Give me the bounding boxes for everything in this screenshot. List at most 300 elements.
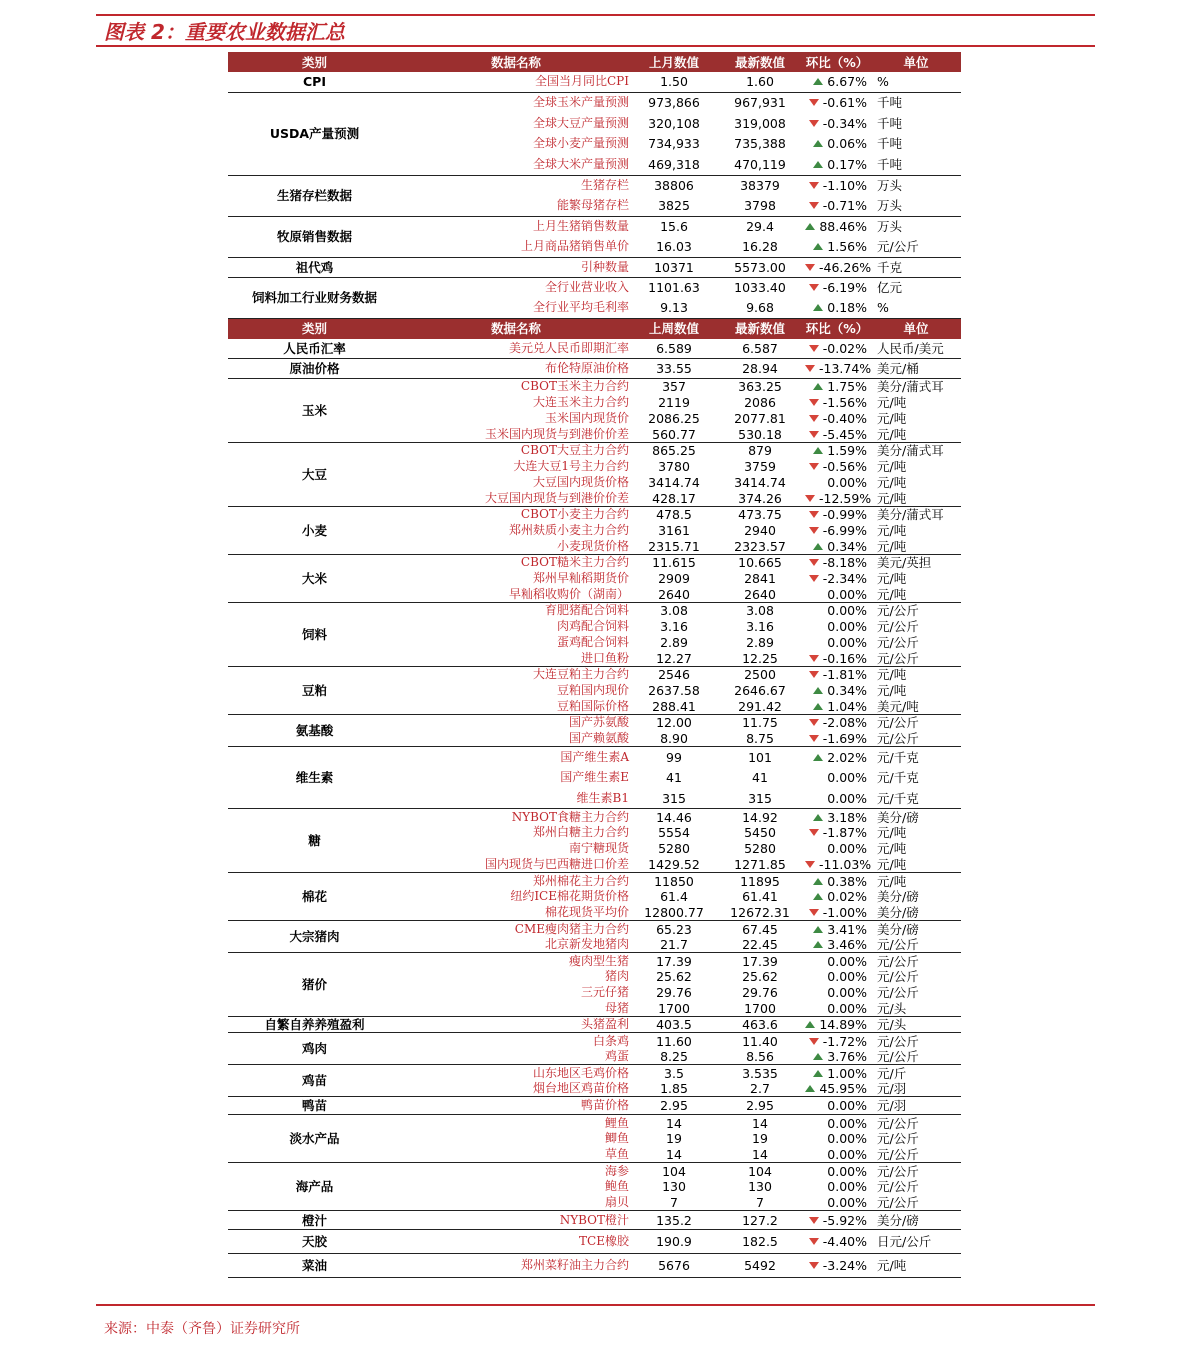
data-name-cell: 豆粕国际价格 <box>556 698 629 713</box>
data-name-cell: 全行业营业收入 <box>544 280 629 294</box>
data-name-cell: 肉鸡配合饲料 <box>556 619 629 633</box>
change-cell <box>803 857 871 873</box>
unit-cell: 美分/磅 <box>877 889 919 905</box>
category-group <box>228 1254 961 1278</box>
category-group <box>228 1230 961 1254</box>
prev-value: 10371 <box>654 259 694 275</box>
unit-cell: 元/吨 <box>877 395 907 410</box>
category-group <box>228 555 961 603</box>
category-label: 鸡肉 <box>301 1041 327 1057</box>
column-header: 类别 <box>228 52 401 72</box>
down-triangle-icon <box>809 829 819 836</box>
data-name-cell: 引种数量 <box>580 259 629 274</box>
category-label: 鸭苗 <box>301 1098 327 1114</box>
latest-value: 9.68 <box>746 300 774 315</box>
down-triangle-icon <box>805 861 815 868</box>
change-cell <box>803 1001 871 1017</box>
latest-value: 5450 <box>744 825 776 841</box>
latest-value: 2.95 <box>746 1098 774 1114</box>
change-value: -0.40% <box>822 411 867 426</box>
change-value: 6.67% <box>827 74 867 90</box>
data-name-cell: 鸡蛋 <box>604 1049 629 1063</box>
data-name-cell: 海参 <box>604 1163 629 1178</box>
up-triangle-icon <box>813 814 823 821</box>
prev-value: 560.77 <box>652 426 696 442</box>
change-cell <box>803 767 871 788</box>
unit-cell: 千克 <box>877 259 903 275</box>
data-name-cell: 郑州菜籽油主力合约 <box>520 1258 629 1273</box>
change-cell <box>803 667 871 683</box>
prev-value: 130 <box>662 1179 686 1195</box>
table-row <box>228 1017 961 1033</box>
change-value: -2.08% <box>822 715 867 731</box>
prev-value: 1.85 <box>660 1081 688 1096</box>
data-name-cell: 头猪盈利 <box>580 1017 629 1032</box>
data-name-cell: 全球大豆产量预测 <box>532 115 629 130</box>
change-value: -1.72% <box>822 1033 867 1049</box>
data-name-cell: 北京新发地猪肉 <box>544 937 629 951</box>
change-value: 1.59% <box>827 443 867 459</box>
column-header: 单位 <box>871 318 961 339</box>
category-label: 玉米 <box>301 403 327 418</box>
change-value: 1.00% <box>827 1065 867 1081</box>
unit-cell: 元/公斤 <box>877 953 919 969</box>
unit-cell: 万头 <box>877 219 903 234</box>
unit-cell: 元/吨 <box>877 571 907 586</box>
change-cell <box>803 1254 871 1278</box>
up-triangle-icon <box>813 161 823 168</box>
prev-value: 5554 <box>658 825 690 841</box>
prev-value: 1101.63 <box>648 280 700 295</box>
category-label: 糖 <box>308 833 321 849</box>
down-triangle-icon <box>809 655 819 662</box>
up-triangle-icon <box>813 754 823 761</box>
category-group <box>228 359 961 379</box>
change-value: 1.56% <box>827 239 867 254</box>
prev-value: 8.25 <box>660 1049 688 1064</box>
data-name-cell: 郑州棉花主力合约 <box>532 873 629 888</box>
up-triangle-icon <box>805 223 815 230</box>
category-group <box>228 1017 961 1033</box>
change-cell <box>803 873 871 889</box>
table-row <box>228 873 961 889</box>
up-triangle-icon <box>813 543 823 550</box>
data-name-cell: CME瘦肉猪主力合约 <box>514 921 629 936</box>
down-triangle-icon <box>809 399 819 406</box>
change-value: 0.00% <box>827 1115 867 1131</box>
latest-value: 3759 <box>744 459 776 474</box>
data-name-cell: 烟台地区鸡苗价格 <box>532 1081 629 1095</box>
change-cell <box>803 339 871 359</box>
change-value: 0.00% <box>827 790 867 806</box>
data-name-cell: 大连玉米主力合约 <box>532 395 629 409</box>
prev-value: 357 <box>662 379 686 395</box>
change-cell <box>803 953 871 969</box>
category-label: 自繁自养养殖盈利 <box>264 1017 365 1033</box>
up-triangle-icon <box>813 383 823 390</box>
change-value: 1.75% <box>827 379 867 395</box>
latest-value: 463.6 <box>742 1017 778 1033</box>
table-row <box>228 715 961 731</box>
unit-cell: 千吨 <box>877 115 903 131</box>
table-row <box>228 175 961 196</box>
up-triangle-icon <box>813 304 823 311</box>
change-value: -12.59% <box>819 490 871 506</box>
column-header: 单位 <box>871 52 961 72</box>
data-table <box>228 52 961 1278</box>
latest-value: 14 <box>752 1115 768 1131</box>
unit-cell: 元/羽 <box>877 1081 907 1096</box>
change-cell <box>803 619 871 635</box>
data-name-cell: 扇贝 <box>604 1195 629 1209</box>
data-name-cell: 早籼稻收购价（湖南） <box>508 586 629 601</box>
latest-value: 19 <box>752 1131 768 1147</box>
latest-value: 1271.85 <box>734 857 786 872</box>
latest-value: 2640 <box>744 586 776 602</box>
category-group <box>228 277 961 318</box>
category-label: 鸡苗 <box>301 1073 327 1089</box>
prev-value: 11.60 <box>656 1033 692 1049</box>
unit-cell: 元/吨 <box>877 538 907 554</box>
prev-value: 5676 <box>658 1258 690 1274</box>
change-value: -0.16% <box>822 650 867 666</box>
prev-value: 3.08 <box>660 603 688 619</box>
change-value: 1.04% <box>827 698 867 714</box>
change-value: 0.17% <box>827 156 867 172</box>
change-cell <box>803 1211 871 1230</box>
unit-cell: 万头 <box>877 178 903 193</box>
unit-cell: 元/公斤 <box>877 1195 919 1210</box>
latest-value: 2077.81 <box>734 411 786 426</box>
prev-value: 2909 <box>658 571 690 586</box>
category-group <box>228 379 961 443</box>
column-header: 最新数值 <box>717 52 803 72</box>
latest-value: 2500 <box>744 667 776 683</box>
down-triangle-icon <box>809 671 819 678</box>
unit-cell: 元/吨 <box>877 411 907 426</box>
unit-cell: 日元/公斤 <box>877 1234 932 1250</box>
category-group <box>228 715 961 747</box>
down-triangle-icon <box>809 1238 819 1245</box>
prev-value: 2119 <box>658 395 690 410</box>
data-name-cell: 布伦特原油价格 <box>544 361 629 375</box>
latest-value: 29.76 <box>742 985 778 1001</box>
prev-value: 428.17 <box>652 490 696 506</box>
latest-value: 11.75 <box>742 715 778 731</box>
category-group <box>228 1163 961 1211</box>
table-row <box>228 1065 961 1081</box>
change-cell <box>803 571 871 587</box>
latest-value: 2.7 <box>750 1081 770 1096</box>
prev-value: 15.6 <box>660 219 688 234</box>
down-triangle-icon <box>805 264 815 271</box>
data-name-cell: 母猪 <box>604 1001 629 1015</box>
change-value: -1.69% <box>822 730 867 746</box>
up-triangle-icon <box>813 447 823 454</box>
data-name-cell: 全球大米产量预测 <box>532 156 629 171</box>
prev-value: 734,933 <box>648 136 700 152</box>
unit-cell: 元/斤 <box>877 1065 907 1081</box>
prev-value: 7 <box>670 1195 678 1210</box>
latest-value: 315 <box>748 790 772 806</box>
unit-cell: 美分/蒲式耳 <box>877 379 944 395</box>
table-row <box>228 953 961 969</box>
latest-value: 2086 <box>744 395 776 410</box>
column-header: 类别 <box>228 318 401 339</box>
down-triangle-icon <box>809 575 819 582</box>
latest-value: 8.75 <box>746 730 774 746</box>
category-group <box>228 1065 961 1097</box>
down-triangle-icon <box>809 1217 819 1224</box>
table-row <box>228 359 961 379</box>
change-value: 0.00% <box>827 1131 867 1147</box>
prev-value: 104 <box>662 1163 686 1179</box>
prev-value: 135.2 <box>656 1212 692 1228</box>
change-value: -11.03% <box>819 857 871 872</box>
data-name-cell: TCE橡胶 <box>579 1234 629 1249</box>
latest-value: 2841 <box>744 571 776 586</box>
latest-value: 1033.40 <box>734 280 786 295</box>
up-triangle-icon <box>805 1021 815 1028</box>
category-group <box>228 1211 961 1230</box>
latest-value: 8.56 <box>746 1049 774 1064</box>
title-bottom-rule <box>96 45 1095 47</box>
unit-cell: 千吨 <box>877 136 903 152</box>
change-cell <box>803 603 871 619</box>
change-cell <box>803 196 871 217</box>
change-cell <box>803 1195 871 1211</box>
latest-value: 6.587 <box>742 340 778 356</box>
change-value: 0.00% <box>827 1179 867 1195</box>
latest-value: 127.2 <box>742 1212 778 1228</box>
change-value: -0.34% <box>822 115 867 131</box>
change-value: -0.99% <box>822 507 867 523</box>
unit-cell: 元/公斤 <box>877 969 919 985</box>
up-triangle-icon <box>813 941 823 948</box>
data-name-cell: 大连豆粕主力合约 <box>532 667 629 682</box>
latest-value: 363.25 <box>738 379 782 395</box>
category-label: 小麦 <box>301 523 327 538</box>
latest-value: 41 <box>752 770 768 786</box>
category-group <box>228 443 961 507</box>
change-cell <box>803 475 871 491</box>
change-value: -13.74% <box>819 361 871 376</box>
change-cell <box>803 651 871 667</box>
latest-value: 1.60 <box>746 74 774 90</box>
unit-cell: 美分/蒲式耳 <box>877 443 944 459</box>
change-cell <box>803 731 871 747</box>
unit-cell: 美分/磅 <box>877 1212 919 1228</box>
unit-cell: 元/公斤 <box>877 635 919 650</box>
prev-value: 16.03 <box>656 239 692 254</box>
latest-value: 3414.74 <box>734 475 786 490</box>
latest-value: 2.89 <box>746 635 774 650</box>
prev-value: 65.23 <box>656 921 692 937</box>
change-cell <box>803 175 871 196</box>
figure-title: 图表 2：重要农业数据汇总 <box>104 20 345 44</box>
prev-value: 403.5 <box>656 1017 692 1033</box>
unit-cell: % <box>877 300 889 315</box>
category-group <box>228 603 961 667</box>
data-name-cell: 棉花现货平均价 <box>544 905 629 919</box>
unit-cell: 元/头 <box>877 1001 907 1016</box>
data-name-cell: 玉米国内现货与到港价价差 <box>484 426 629 441</box>
table-header-section <box>228 318 961 339</box>
up-triangle-icon <box>813 1070 823 1077</box>
prev-value: 1700 <box>658 1001 690 1016</box>
change-cell <box>803 277 871 298</box>
data-name-cell: NYBOT食糖主力合约 <box>511 809 629 824</box>
prev-value: 25.62 <box>656 969 692 985</box>
down-triangle-icon <box>809 909 819 916</box>
change-cell <box>803 747 871 768</box>
unit-cell: 元/吨 <box>877 667 907 683</box>
data-name-cell: 蛋鸡配合饲料 <box>556 635 629 649</box>
change-value: -6.99% <box>822 523 867 538</box>
table-row <box>228 339 961 359</box>
table-row <box>228 507 961 523</box>
latest-value: 25.62 <box>742 969 778 985</box>
category-label: 人民币汇率 <box>283 340 346 356</box>
up-triangle-icon <box>813 878 823 885</box>
change-cell <box>803 427 871 443</box>
change-cell <box>803 491 871 507</box>
footer-rule <box>96 1304 1095 1306</box>
latest-value: 5280 <box>744 841 776 857</box>
category-group <box>228 72 961 92</box>
data-name-cell: CBOT玉米主力合约 <box>520 379 629 394</box>
latest-value: 29.4 <box>746 219 774 234</box>
latest-value: 17.39 <box>742 953 778 969</box>
category-group <box>228 953 961 1017</box>
change-value: 0.00% <box>827 1098 867 1114</box>
data-name-cell: 维生素B1 <box>576 790 629 805</box>
data-name-cell: NYBOT橙汁 <box>559 1212 629 1227</box>
change-value: -2.34% <box>822 571 867 586</box>
change-value: 3.46% <box>827 937 867 952</box>
change-cell <box>803 825 871 841</box>
down-triangle-icon <box>805 495 815 502</box>
prev-value: 6.589 <box>656 340 692 356</box>
table-header-row <box>228 52 961 72</box>
latest-value: 182.5 <box>742 1234 778 1250</box>
category-group <box>228 339 961 359</box>
change-value: -8.18% <box>822 555 867 571</box>
latest-value: 319,008 <box>734 115 786 131</box>
change-cell <box>803 1097 871 1115</box>
unit-cell: 元/公斤 <box>877 937 919 952</box>
change-value: -1.81% <box>822 667 867 683</box>
unit-cell: 元/羽 <box>877 1098 907 1114</box>
change-value: -1.00% <box>822 905 867 920</box>
data-name-cell: 三元仔猪 <box>580 985 629 1000</box>
table-row <box>228 747 961 768</box>
change-value: 14.89% <box>819 1017 867 1033</box>
data-name-cell: 美元兑人民币即期汇率 <box>508 340 629 355</box>
change-value: -1.10% <box>822 178 867 193</box>
table-row <box>228 1163 961 1179</box>
category-label: 豆粕 <box>301 683 327 698</box>
change-cell <box>803 411 871 427</box>
unit-cell: 元/公斤 <box>877 1147 919 1162</box>
table-row <box>228 277 961 298</box>
category-label: 氨基酸 <box>295 723 334 738</box>
change-value: 88.46% <box>819 219 867 234</box>
table-row <box>228 92 961 113</box>
change-value: -3.24% <box>822 1258 867 1274</box>
unit-cell: 元/吨 <box>877 1258 907 1274</box>
up-triangle-icon <box>805 1085 815 1092</box>
latest-value: 1700 <box>744 1001 776 1016</box>
prev-value: 2546 <box>658 667 690 683</box>
data-name-cell: 猪肉 <box>604 969 629 984</box>
unit-cell: 元/吨 <box>877 490 907 506</box>
change-cell <box>803 523 871 539</box>
data-name-cell: 草鱼 <box>604 1147 629 1161</box>
unit-cell: 美分/磅 <box>877 809 919 825</box>
change-value: 0.02% <box>827 889 867 905</box>
change-value: 2.02% <box>827 749 867 765</box>
down-triangle-icon <box>809 527 819 534</box>
unit-cell: 元/吨 <box>877 523 907 538</box>
down-triangle-icon <box>809 202 819 209</box>
prev-value: 320,108 <box>648 115 700 131</box>
category-group <box>228 809 961 873</box>
category-group <box>228 1097 961 1115</box>
prev-value: 2640 <box>658 586 690 602</box>
latest-value: 967,931 <box>734 95 786 111</box>
change-value: -0.61% <box>822 95 867 111</box>
prev-value: 973,866 <box>648 95 700 111</box>
latest-value: 530.18 <box>738 426 782 442</box>
unit-cell: % <box>877 74 889 90</box>
change-value: 0.00% <box>827 770 867 786</box>
unit-cell: 元/公斤 <box>877 1179 919 1195</box>
unit-cell: 元/吨 <box>877 683 907 698</box>
table-row <box>228 216 961 237</box>
change-cell <box>803 92 871 113</box>
unit-cell: 元/公斤 <box>877 619 919 634</box>
prev-value: 865.25 <box>652 443 696 459</box>
data-name-cell: 进口鱼粉 <box>580 650 629 665</box>
latest-value: 291.42 <box>738 698 782 714</box>
data-name-cell: 纽约ICE棉花期货价格 <box>510 889 629 904</box>
table-header-section <box>228 52 961 72</box>
column-header: 数据名称 <box>401 52 631 72</box>
latest-value: 11.40 <box>742 1033 778 1049</box>
change-value: 0.00% <box>827 1163 867 1179</box>
change-cell <box>803 539 871 555</box>
change-cell <box>803 1081 871 1097</box>
data-name-cell: 瘦肉型生猪 <box>568 953 629 968</box>
data-name-cell: 郑州白糖主力合约 <box>532 825 629 840</box>
latest-value: 879 <box>748 443 772 459</box>
category-label: 牧原销售数据 <box>276 229 352 244</box>
change-cell <box>803 298 871 319</box>
change-cell <box>803 507 871 523</box>
unit-cell: 元/千克 <box>877 770 919 786</box>
data-name-cell: 上月商品猪销售单价 <box>520 239 629 253</box>
change-cell <box>803 1115 871 1131</box>
category-group <box>228 747 961 809</box>
table-row <box>228 1230 961 1254</box>
up-triangle-icon <box>813 1053 823 1060</box>
change-value: -5.45% <box>822 426 867 442</box>
category-label: 天胶 <box>301 1234 327 1250</box>
change-value: 0.00% <box>827 969 867 985</box>
latest-value: 14.92 <box>742 809 778 825</box>
prev-value: 21.7 <box>660 937 688 952</box>
